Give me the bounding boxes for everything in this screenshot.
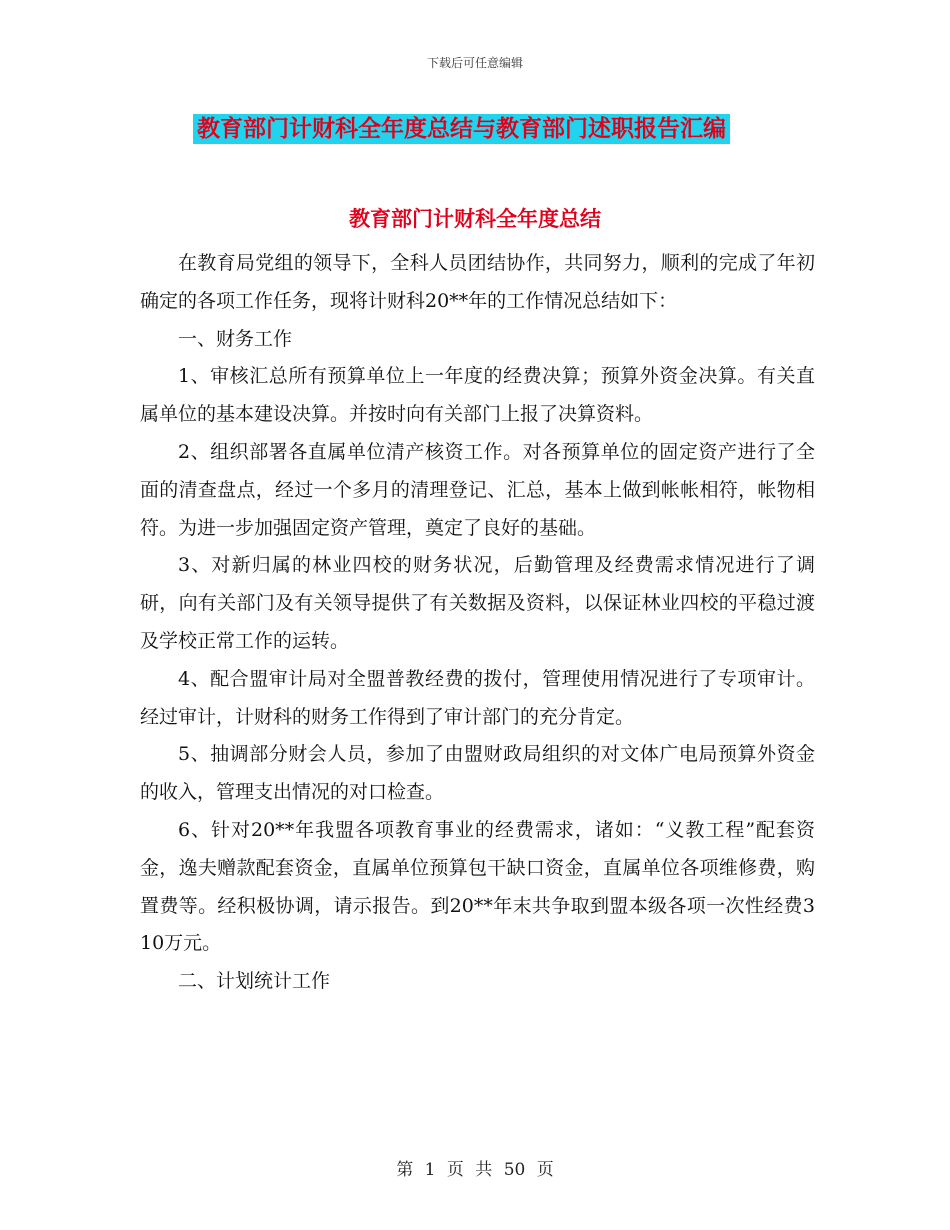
paragraph-item-6: 6、针对20**年我盟各项教育事业的经费需求，诸如：“义教工程”配套资金，逸夫赠款配套资金，直属单位预算包干缺口资金，直属单位各项维修费，购置费等。经积极协调，请示报告。到20**年末共争取到盟本级各项一次性经费310万元。 <box>140 818 815 955</box>
main-title: 教育部门计财科全年度总结与教育部门述职报告汇编 <box>193 114 730 144</box>
section-title: 教育部门计财科全年度总结 <box>349 207 601 231</box>
header-note: 下载后可任意编辑 <box>426 56 523 70</box>
heading-finance-work: 一、财务工作 <box>178 327 293 350</box>
paragraph-item-1: 1、审核汇总所有预算单位上一年度的经费决算；预算外资金决算。有关直属单位的基本建设决算。并按时向有关部门上报了决算资料。 <box>140 365 815 426</box>
page-footer: 第 1 页 共 50 页 <box>396 1160 554 1180</box>
paragraph-item-4: 4、配合盟审计局对全盟普教经费的拨付，管理使用情况进行了专项审计。经过审计，计财科的财务工作得到了审计部门的充分肯定。 <box>140 667 815 728</box>
heading-planning-statistics: 二、计划统计工作 <box>178 970 331 993</box>
paragraph-item-5: 5、抽调部分财会人员，参加了由盟财政局组织的对文体广电局预算外资金的收入，管理支出情况的对口检查。 <box>140 743 815 804</box>
body-text <box>140 245 815 1001</box>
paragraph-item-3: 3、对新归属的林业四校的财务状况，后勤管理及经费需求情况进行了调研，向有关部门及有关领导提供了有关数据及资料，以保证林业四校的平稳过渡及学校正常工作的运转。 <box>140 554 815 652</box>
paragraph-intro: 在教育局党组的领导下，全科人员团结协作，共同努力，顺利的完成了年初确定的各项工作任务，现将计财科20**年的工作情况总结如下： <box>140 252 815 312</box>
paragraph-item-2: 2、组织部署各直属单位清产核资工作。对各预算单位的固定资产进行了全面的清查盘点，经过一个多月的清理登记、汇总，基本上做到帐帐相符，帐物相符。为进一步加强固定资产管理，奠定了良好的基础。 <box>140 440 815 539</box>
